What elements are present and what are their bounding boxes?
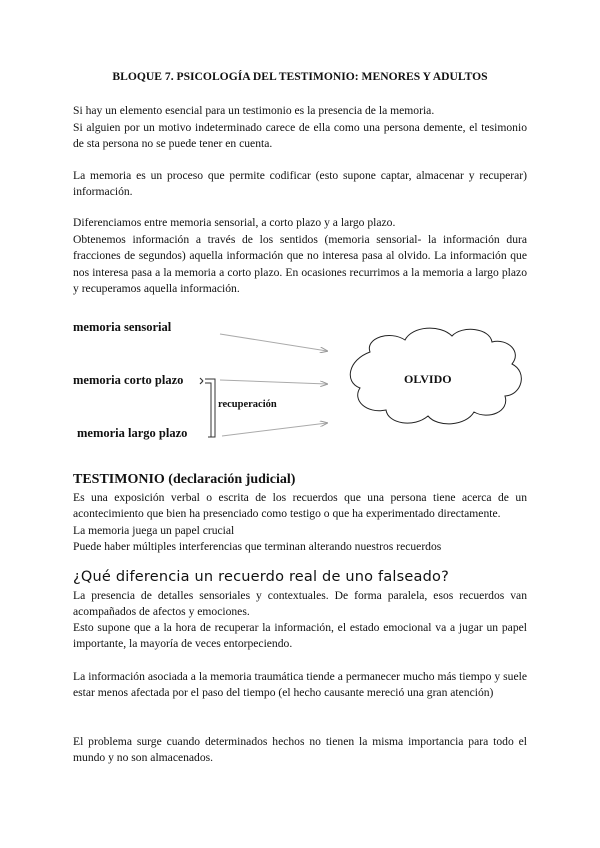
testimonio-line-2: La memoria juega un papel crucial <box>73 524 235 537</box>
diferencia-paragraph-3: La información asociada a la memoria traumática tiende a permanecer mucho más tiempo y suele estar menos afectada por el paso del tiempo (el hecho causante mereció una gran atención) <box>73 670 527 700</box>
testimonio-heading: TESTIMONIO (declaración judicial) <box>73 472 296 487</box>
label-olvido: OLVIDO <box>404 372 452 386</box>
diferencia-heading: ¿Qué diferencia un recuerdo real de uno falseado? <box>73 569 449 585</box>
diferencia-paragraph-1: La presencia de detalles sensoriales y contextuales. De forma paralela, esos recuerdos van acompañados de afectos y emociones. <box>73 589 527 619</box>
label-recuperacion: recuperación <box>218 399 277 410</box>
arrow-sensorial <box>220 334 327 351</box>
diferencia-paragraph-2: Esto supone que a la hora de recuperar la información, el estado emocional va a jugar un papel importante, la mayoría de veces entorpeciendo. <box>73 621 527 651</box>
intro-line-1: Si hay un elemento esencial para un testimonio es la presencia de la memoria. <box>73 104 435 117</box>
testimonio-definition: Es una exposición verbal o escrita de los recuerdos que una persona tiene acerca de un acontecimiento que bien ha presenciado como testigo o que ha experimentado directamente. <box>73 491 527 521</box>
recuperacion-arrow <box>200 378 215 437</box>
label-memoria-corto-plazo: memoria corto plazo <box>73 373 184 387</box>
label-memoria-largo-plazo: memoria largo plazo <box>77 426 188 440</box>
arrow-largo <box>222 423 327 436</box>
page-title: BLOQUE 7. PSICOLOGÍA DEL TESTIMONIO: MENORES Y ADULTOS <box>112 70 488 83</box>
label-memoria-sensorial: memoria sensorial <box>73 320 172 334</box>
arrow-corto <box>220 380 327 384</box>
testimonio-line-3: Puede haber múltiples interferencias que terminan alterando nuestros recuerdos <box>73 540 442 553</box>
diferencia-paragraph-4: El problema surge cuando determinados hechos no tienen la misma importancia para todo el mundo y no son almacenados. <box>73 735 527 765</box>
intro-line-2: Si alguien por un motivo indeterminado carece de ella como una persona demente, el tesimonio de sta persona no se puede tener en cuenta. <box>73 121 527 151</box>
memory-process-paragraph: Obtenemos información a través de los sentidos (memoria sensorial- la información dura fracciones de segundos) aquella información que no interesa pasa al olvido. La información que nos interesa pasa a la memoria a corto plazo. En ocasiones recurrimos a la memoria a largo plazo y recuperamos aquella información. <box>73 233 527 296</box>
memoria-definition: La memoria es un proceso que permite codificar (esto supone captar, almacenar y recuperar) información. <box>73 169 527 199</box>
memory-types-line: Diferenciamos entre memoria sensorial, a corto plazo y a largo plazo. <box>73 216 396 229</box>
